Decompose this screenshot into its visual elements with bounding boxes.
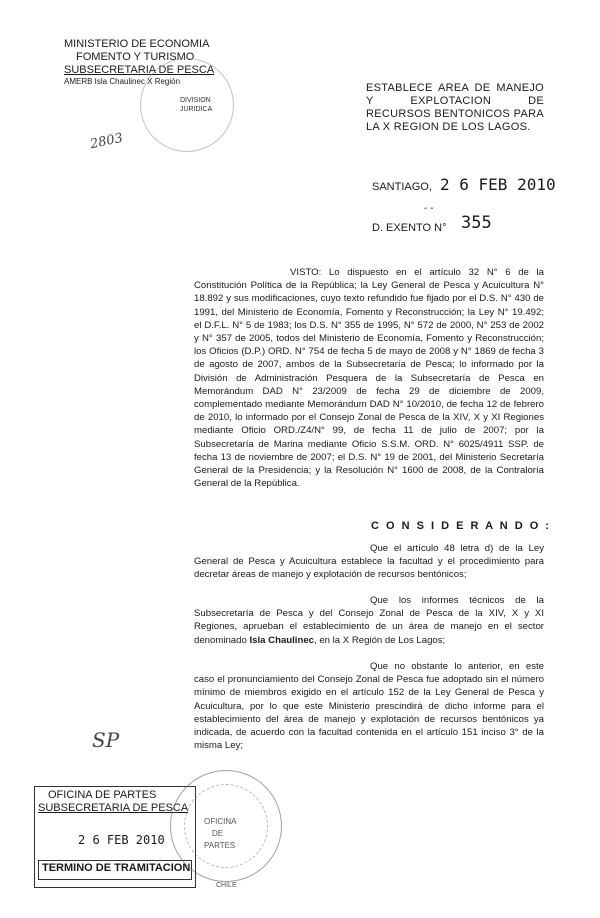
- oficina-date: 2 6 FEB 2010: [78, 833, 165, 847]
- decree-number: 355: [461, 213, 492, 233]
- considerando-heading: C O N S I D E R A N D O :: [371, 520, 551, 532]
- ministry-subtitle: FOMENTO Y TURISMO: [76, 51, 195, 63]
- subsecretaria-name: SUBSECRETARIA DE PESCA: [64, 64, 215, 76]
- seal-bottom-text: CHILE: [216, 882, 237, 889]
- amerb-reference: AMERB Isla Chaulinec X Región: [64, 77, 181, 86]
- termino-tramitacion-label: TERMINO DE TRAMITACION: [42, 862, 191, 874]
- place-label: SANTIAGO,: [372, 181, 432, 193]
- considerando-3: Que no obstante lo anterior, en este caso el pronunciamiento del Consejo Zonal de Pesca fue adoptado sin el número mínimo de miembros exigido en el artículo 152 de la Ley General de Pesca y Acuicultura, por lo que este Ministerio prescindirá de dicho informe para el establecimiento del área de manejo y explotación de recursos bentónicos ya indicada, de acuerdo con la facultad contenida en el artículo 151 inciso 3° de la misma Ley;: [194, 661, 544, 752]
- visto-paragraph: VISTO: Lo dispuesto en el artículo 32 N° 6 de la Constitución Política de la República; la Ley General de Pesca y Acuicultura N° 18.892 y sus modificaciones, cuyo texto refundido fue fijado por el D.S. N° 430 de 1991, del Ministerio de Economía, Fomento y Reconstrucción; la Ley N° 19.492; el D.F.L. N° 5 de 1983; los D.S. N° 355 de 1995, N° 572 de 2000, N° 253 de 2002 y N° 357 de 2005, todos del Ministerio de Economía, Fomento y Reconstrucción; los Oficios (D.P.) ORD. N° 754 de fecha 5 de mayo de 2008 y N° 1869 de fecha 3 de agosto de 2007, ambos de la Subsecretaría de Pesca; lo informado por la División de Administración Pesquera de la Subsecretaría de Pesca en Memorándum DAD N° 23/2009 de fecha 29 de diciembre de 2009, complementado mediante Memorándum DAD N° 10/2010, de fecha 12 de febrero de 2010, lo informado por el Consejo Zonal de Pesca de la XIV, X y XI Regiones mediante Oficio ORD./Z4/N° 99, de fecha 11 de julio de 2007; por la Subsecretaría de Marina mediante Oficio S.S.M. ORD. N° 6025/4911 SSP. de fecha 13 de noviembre de 2007; el D.S. N° 19 de 2001, del Ministerio Secretaría General de la Presidencia; y la Resolución N° 1600 de 2008, de la Contraloría General de la República.: [194, 267, 544, 490]
- considerando-2: Que los informes técnicos de la Subsecretaría de Pesca y del Consejo Zonal de Pesca de la XIV, X y XI Regiones, aprueban el establecimiento de un área de manejo en el sector denominado Isla Chaulinec, en la X Región de Los Lagos;: [194, 595, 544, 646]
- considerando-1: Que el artículo 48 letra d) de la Ley General de Pesca y Acuicultura establece la facultad y el procedimiento para decretar áreas de manejo y explotación de recursos bentónicos;: [194, 543, 544, 581]
- oficina-subsecretaria-label: SUBSECRETARIA DE PESCA: [38, 802, 189, 814]
- decree-number-label: D. EXENTO N°: [372, 222, 447, 234]
- signature-initials: SP: [92, 728, 120, 752]
- sector-name: Isla Chaulinec: [249, 634, 314, 646]
- seal-text: OFICINA DE PARTES: [204, 817, 237, 850]
- handwritten-note: 2803: [88, 130, 125, 153]
- oficina-partes-label: OFICINA DE PARTES: [48, 789, 157, 801]
- ministry-name: MINISTERIO DE ECONOMIA: [64, 38, 210, 50]
- decree-subject: ESTABLECE AREA DE MANEJO Y EXPLOTACION DE RECURSOS BENTONICOS PARA LA X REGION DE LOS LAGOS.: [366, 82, 544, 133]
- decree-date: 2 6 FEB 2010: [440, 175, 556, 194]
- division-juridica-stamp-text: DIVISION JURIDICA: [180, 97, 213, 113]
- dash-marks: - -: [424, 203, 434, 214]
